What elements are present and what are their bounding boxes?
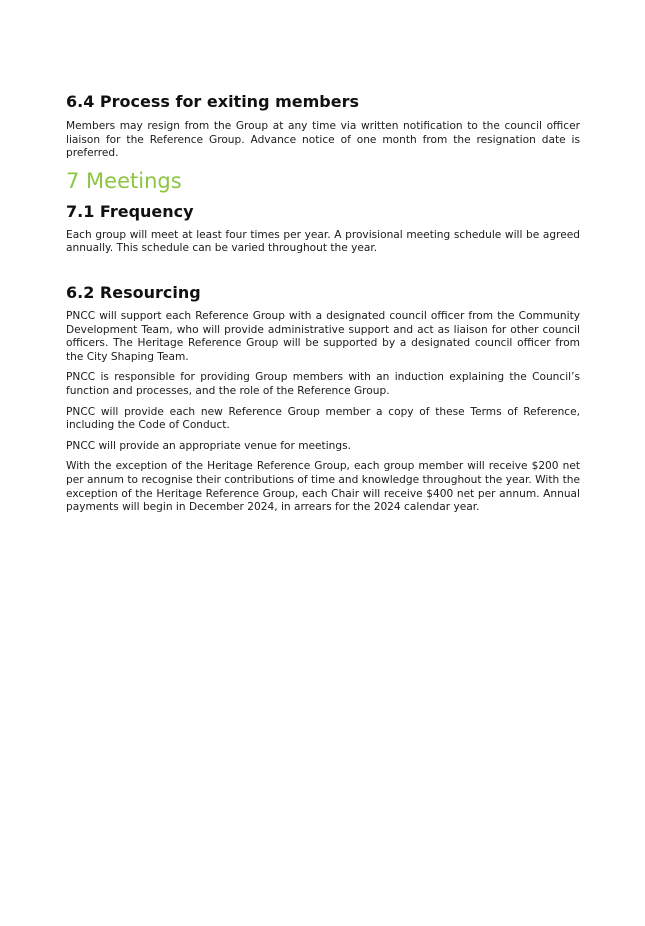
- paragraph-resourcing-induction: PNCC is responsible for providing Group members with an induction explaining the Council’s function and processes, and the role of the Reference Group.: [66, 371, 580, 397]
- paragraph-frequency: Each group will meet at least four times per year. A provisional meeting schedule will be agreed annually. This schedule can be varied throughout the year.: [66, 228, 580, 255]
- heading-frequency: 7.1 Frequency: [66, 201, 194, 221]
- paragraph-resourcing-support: PNCC will support each Reference Group with a designated council officer from the Community Development Team, who will provide administrative support and act as liaison for other council officers. The Heritage Reference Group will be supported by a designated council officer from the City Shaping Team.: [66, 309, 580, 363]
- paragraph-exiting-members: Members may resign from the Group at any time via written notification to the council officer liaison for the Reference Group. Advance notice of one month from the resignation date is preferred.: [66, 120, 580, 160]
- paragraph-resourcing-terms: PNCC will provide each new Reference Group member a copy of these Terms of Reference, including the Code of Conduct.: [66, 405, 580, 432]
- paragraph-resourcing-venue: PNCC will provide an appropriate venue for meetings.: [66, 439, 351, 452]
- heading-exiting-members: 6.4 Process for exiting members: [66, 92, 360, 111]
- heading-meetings: 7 Meetings: [66, 168, 182, 193]
- heading-resourcing: 6.2 Resourcing: [66, 282, 201, 302]
- paragraph-resourcing-payments: With the exception of the Heritage Reference Group, each group member will receive $200 net per annum to recognise their contributions of time and knowledge throughout the year. With the exception of the Heritage Reference Group, each Chair will receive $400 net per annum. Annual payments will begin in December 2024, in arrears for the 2024 calendar year.: [66, 460, 580, 514]
- document-page: [66, 92, 580, 515]
